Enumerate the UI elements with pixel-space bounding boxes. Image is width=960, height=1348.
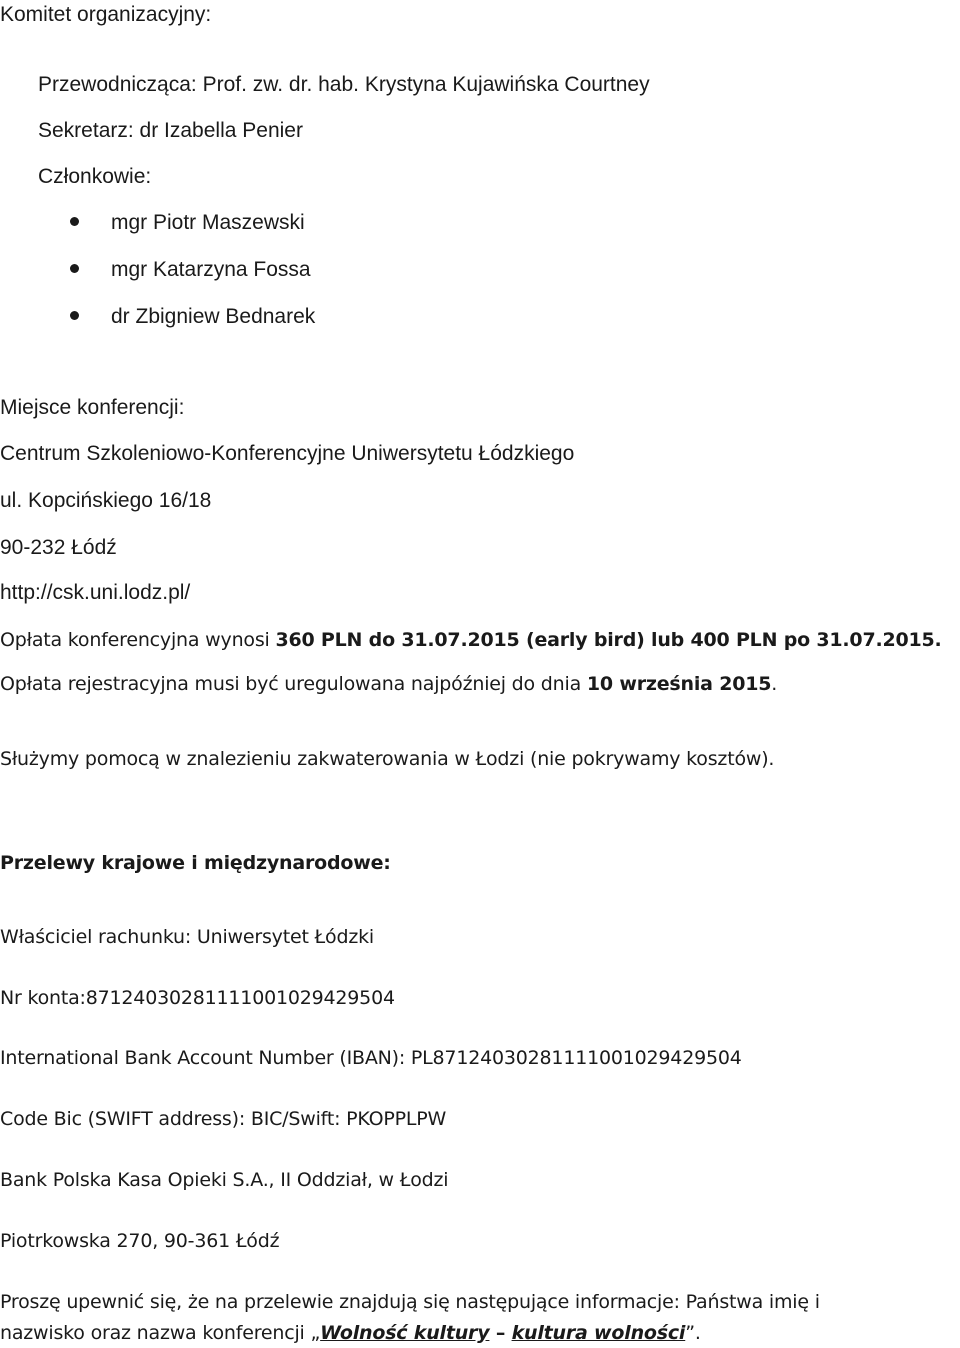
- fee-line: [0, 631, 942, 650]
- committee-chair: Przewodnicząca: Prof. zw. dr. hab. Krystyna Kujawińska Courtney: [38, 73, 650, 96]
- account-owner: Właściciel rachunku: Uniwersytet Łódzki: [0, 926, 374, 948]
- bullet-icon: [70, 264, 79, 273]
- bank-address: Piotrkowska 270, 90-361 Łódź: [0, 1230, 280, 1252]
- list-item: [70, 212, 305, 233]
- venue-name: Centrum Szkoleniowo-Konferencyjne Uniwersytetu Łódzkiego: [0, 442, 575, 465]
- list-item: [70, 306, 315, 327]
- venue-street: ul. Kopcińskiego 16/18: [0, 489, 212, 512]
- fee-deadline-suffix: .: [771, 673, 778, 695]
- transfer-heading-text: Przelewy krajowe i międzynarodowe:: [0, 852, 391, 874]
- conference-title-dash: –: [489, 1322, 512, 1344]
- venue-city: 90-232 Łódź: [0, 536, 117, 559]
- account-number: Nr konta:87124030281111001029429504: [0, 987, 395, 1009]
- fee-deadline-date: 10 września 2015: [586, 673, 772, 695]
- transfer-heading: [0, 854, 391, 873]
- conference-title-part1: Wolność kultury: [320, 1322, 490, 1344]
- fee-deadline-prefix: Opłata rejestracyjna musi być uregulowana najpóźniej do dnia: [0, 673, 587, 695]
- transfer-note-line1: Proszę upewnić się, że na przelewie znajdują się następujące informacje: Państwa imię i: [0, 1291, 820, 1313]
- bullet-icon: [70, 217, 79, 226]
- fee-deadline-line: [0, 675, 777, 694]
- accommodation-note: Służymy pomocą w znalezieniu zakwaterowania w Łodzi (nie pokrywamy kosztów).: [0, 748, 775, 770]
- note-prefix: nazwisko oraz nazwa konferencji „: [0, 1322, 321, 1344]
- fee-amounts: 360 PLN do 31.07.2015 (early bird) lub 400 PLN po 31.07.2015.: [275, 629, 942, 651]
- list-item: [70, 259, 311, 280]
- member-name: mgr Piotr Maszewski: [111, 211, 305, 234]
- venue-url[interactable]: http://csk.uni.lodz.pl/: [0, 581, 191, 604]
- iban: International Bank Account Number (IBAN): PL87124030281111001029429504: [0, 1047, 742, 1069]
- committee-secretary: Sekretarz: dr Izabella Penier: [38, 119, 303, 142]
- committee-heading: Komitet organizacyjny:: [0, 3, 212, 26]
- committee-members-label: Członkowie:: [38, 165, 152, 188]
- note-suffix: ”.: [685, 1322, 701, 1344]
- member-name: dr Zbigniew Bednarek: [111, 305, 316, 328]
- bank-name: Bank Polska Kasa Opieki S.A., II Oddział, w Łodzi: [0, 1169, 449, 1191]
- member-name: mgr Katarzyna Fossa: [111, 258, 311, 281]
- transfer-note-line2: [0, 1324, 701, 1343]
- fee-prefix: Opłata konferencyjna wynosi: [0, 629, 276, 651]
- venue-heading: Miejsce konferencji:: [0, 396, 185, 419]
- swift-code: Code Bic (SWIFT address): BIC/Swift: PKOPPLPW: [0, 1108, 447, 1130]
- conference-title-part2: kultura wolności: [511, 1322, 686, 1344]
- bullet-icon: [70, 311, 79, 320]
